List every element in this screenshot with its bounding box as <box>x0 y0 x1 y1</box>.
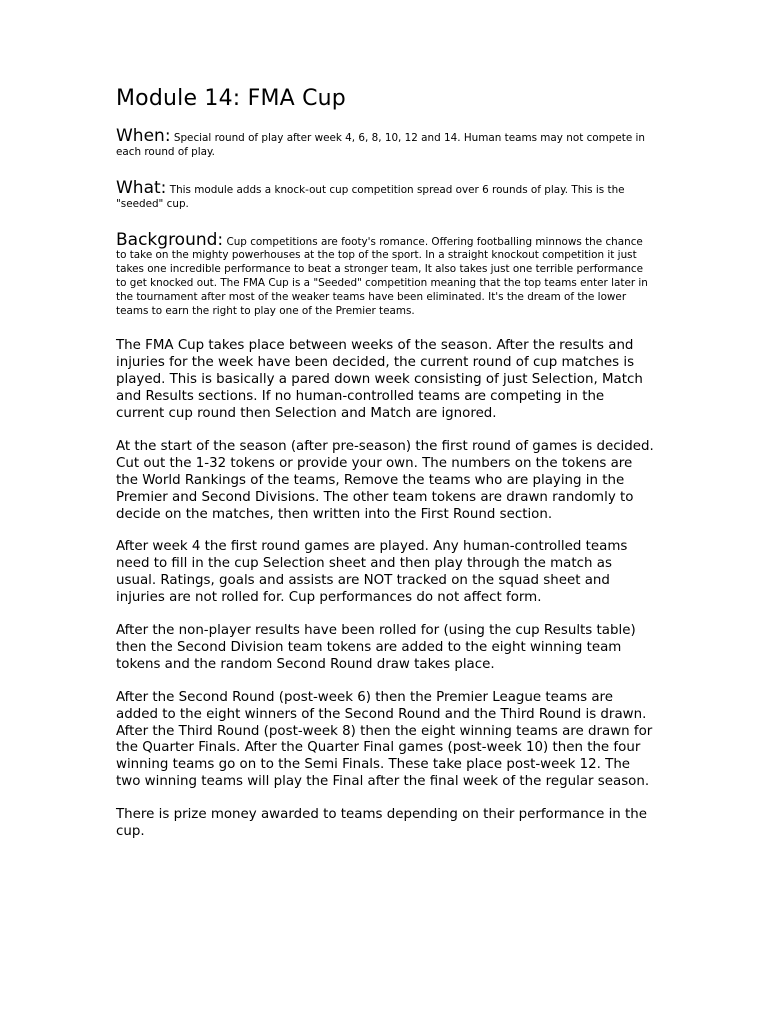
document-page <box>116 86 656 857</box>
paragraph-prize-money: There is prize money awarded to teams depending on their performance in the cup. <box>116 807 648 840</box>
page-title: Module 14: FMA Cup <box>116 86 346 111</box>
what-text: This module adds a knock-out cup competition spread over 6 rounds of play. This is the "seeded" cup. <box>116 183 625 210</box>
what-heading: What: <box>116 177 167 198</box>
what-section <box>116 177 656 212</box>
when-section <box>116 128 656 160</box>
paragraph-schedule: The FMA Cup takes place between weeks of the season. After the results and injuries for the week have been decided, the current round of cup matches is played. This is basically a pared down week consisting of just Selection, Match and Results sections. If no human-controlled teams are competing in the current cup round then Selection and Match are ignored. <box>116 338 643 421</box>
when-text: Special round of play after week 4, 6, 8, 10, 12 and 14. Human teams may not compete in each round of play. <box>116 132 645 159</box>
paragraph-first-round-draw: At the start of the season (after pre-season) the first round of games is decided. Cut out the 1-32 tokens or provide your own. The numbers on the tokens are the World Rankings of the teams, Remove the teams who are playing in the Premier and Second Divisions. The other team tokens are drawn randomly to decide on the matches, then written into the First Round section. <box>116 438 654 522</box>
paragraph-second-round-draw: After the non-player results have been rolled for (using the cup Results table) then the Second Division team tokens are added to the eight winning team tokens and the random Second Round draw takes place. <box>116 623 636 672</box>
background-heading: Background: <box>116 229 224 250</box>
when-heading: When: <box>116 126 171 147</box>
paragraph-later-rounds: After the Second Round (post-week 6) then the Premier League teams are added to the eight winners of the Second Round and the Third Round is drawn. After the Third Round (post-week 8) then the eight winning teams are drawn for the Quarter Finals. After the Quarter Final games (post-week 10) then the four winning teams go on to the Semi Finals. These take place post-week 12. The two winning teams will play the Final after the final week of the regular season. <box>116 689 653 790</box>
background-text: Cup competitions are footy's romance. Offering footballing minnows the chance to take on the mighty powerhouses at the top of the sport. In a straight knockout competition it just takes one incredible performance to beat a stronger team, It also takes just one terrible performance to get knocked out. The FMA Cup is a "Seeded" competition meaning that the top teams enter later in the tournament after most of the weaker teams have been eliminated. It's the dream of the lower teams to earn the right to play one of the Premier teams. <box>116 235 648 317</box>
background-section <box>116 229 656 319</box>
paragraph-week-4: After week 4 the first round games are played. Any human-controlled teams need to fill in the cup Selection sheet and then play through the match as usual. Ratings, goals and assists are NOT tracked on the squad sheet and injuries are not rolled for. Cup performances do not affect form. <box>116 539 628 606</box>
